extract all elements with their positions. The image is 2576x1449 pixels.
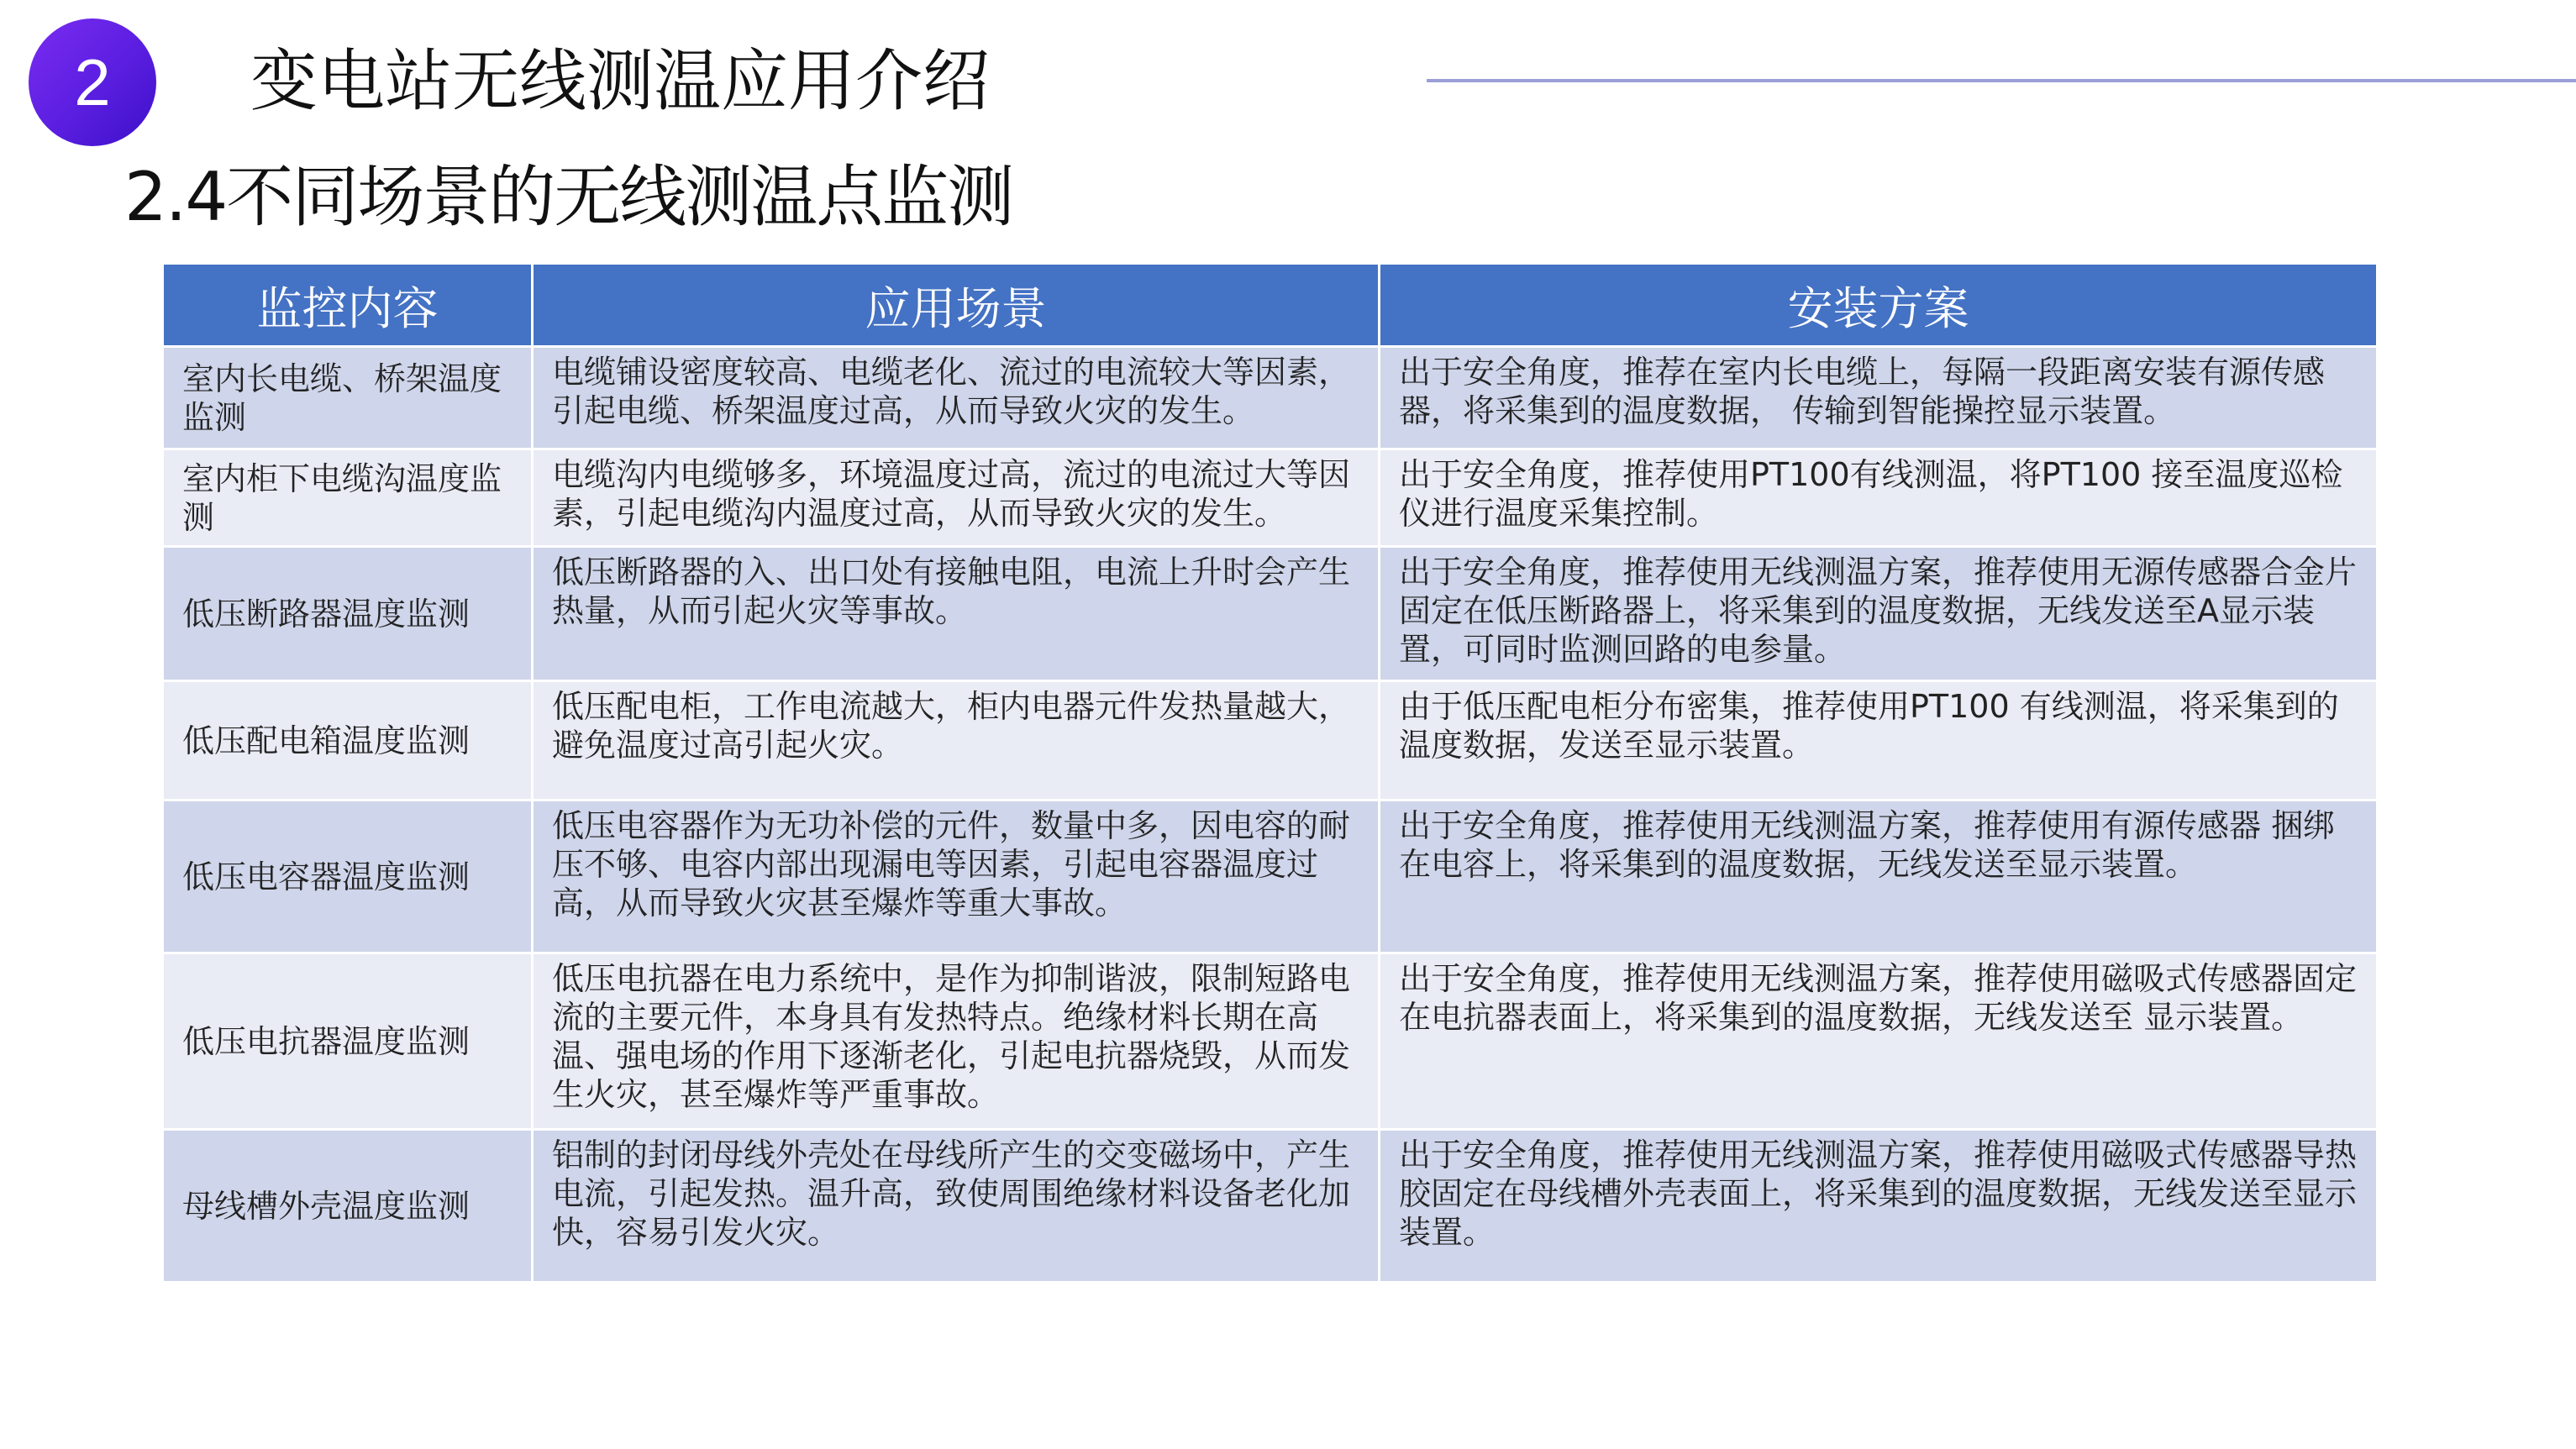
scenario-cell: 低压配电柜，工作电流越大，柜内电器元件发热量越大，避免温度过高引起火灾。 [533,681,1380,801]
solution-cell: 出于安全角度，推荐使用无线测温方案，推荐使用无源传感器合金片固定在低压断路器上，将采集到的温度数据，无线发送至A显示装置，可同时监测回路的电参量。 [1380,547,2378,681]
solution-cell: 出于安全角度，推荐使用PT100有线测温，将PT100 接至温度巡检仪进行温度采集控制。 [1380,449,2378,547]
table-row [163,1130,2378,1283]
solution-cell: 出于安全角度，推荐使用无线测温方案，推荐使用有源传感器 捆绑在电容上，将采集到的温度数据，无线发送至显示装置。 [1380,801,2378,953]
column-header-solution: 安装方案 [1380,264,2378,347]
section-number-badge [29,18,156,146]
header-divider [1427,79,2576,82]
table-row [163,681,2378,801]
scenario-cell: 低压电容器作为无功补偿的元件，数量中多，因电容的耐压不够、电容内部出现漏电等因素，引起电容器温度过高，从而导致火灾甚至爆炸等重大事故。 [533,801,1380,953]
monitor-content-cell: 母线槽外壳温度监测 [163,1130,533,1283]
monitor-content-cell: 室内长电缆、桥架温度监测 [163,347,533,449]
monitor-content-cell: 低压电容器温度监测 [163,801,533,953]
column-header-scenario: 应用场景 [533,264,1380,347]
monitoring-table [161,262,2379,1284]
section-number: 2 [74,45,111,119]
scenario-cell: 低压断路器的入、出口处有接触电阻，电流上升时会产生热量，从而引起火灾等事故。 [533,547,1380,681]
scenario-cell: 铝制的封闭母线外壳处在母线所产生的交变磁场中，产生电流，引起发热。温升高，致使周围绝缘材料设备老化加快，容易引发火灾。 [533,1130,1380,1283]
table-row [163,347,2378,449]
solution-cell: 出于安全角度，推荐使用无线测温方案，推荐使用磁吸式传感器固定在电抗器表面上，将采集到的温度数据，无线发送至 显示装置。 [1380,953,2378,1130]
solution-cell: 出于安全角度，推荐使用无线测温方案，推荐使用磁吸式传感器导热胶固定在母线槽外壳表面上，将采集到的温度数据，无线发送至显示装置。 [1380,1130,2378,1283]
section-title: 变电站无线测温应用介绍 [250,42,990,120]
solution-cell: 由于低压配电柜分布密集，推荐使用PT100 有线测温，将采集到的温度数据，发送至显示装置。 [1380,681,2378,801]
monitor-content-cell: 低压配电箱温度监测 [163,681,533,801]
table-row [163,449,2378,547]
monitor-content-cell: 低压断路器温度监测 [163,547,533,681]
table-header-row [163,264,2378,347]
solution-cell: 出于安全角度，推荐在室内长电缆上，每隔一段距离安装有源传感器，将采集到的温度数据， 传输到智能操控显示装置。 [1380,347,2378,449]
slide-subtitle: 2.4不同场景的无线测温点监测 [124,158,1013,236]
scenario-cell: 电缆铺设密度较高、电缆老化、流过的电流较大等因素，引起电缆、桥架温度过高，从而导致火灾的发生。 [533,347,1380,449]
monitor-content-cell: 室内柜下电缆沟温度监测 [163,449,533,547]
table-row [163,801,2378,953]
monitor-content-cell: 低压电抗器温度监测 [163,953,533,1130]
scenario-cell: 电缆沟内电缆够多，环境温度过高，流过的电流过大等因素，引起电缆沟内温度过高，从而导致火灾的发生。 [533,449,1380,547]
scenario-cell: 低压电抗器在电力系统中，是作为抑制谐波，限制短路电流的主要元件，本身具有发热特点。绝缘材料长期在高温、强电场的作用下逐渐老化，引起电抗器烧毁，从而发生火灾，甚至爆炸等严重事故。 [533,953,1380,1130]
table-row [163,953,2378,1130]
table-row [163,547,2378,681]
column-header-content: 监控内容 [163,264,533,347]
